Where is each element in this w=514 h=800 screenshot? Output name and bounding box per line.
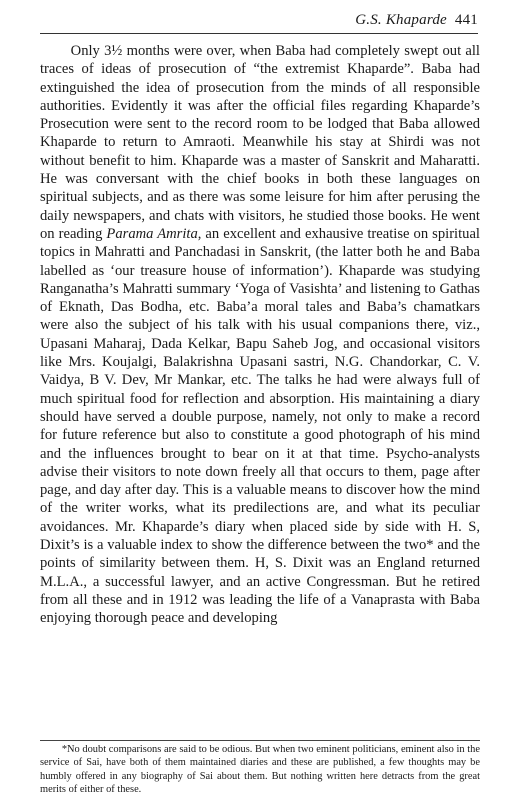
header-rule [40,33,478,34]
footnote-rule [40,740,480,741]
header-author: G.S. Khaparde [355,12,447,28]
body-paragraph [40,42,480,628]
body-text-part-2: , an excellent and exhausive treatise on spiritual topics in Mahratti and Panchadasi in Sanskrit, (the latter both he and Baba labelled as ‘our treasure house of information’). Khaparde was studying Ranganatha’s Mahratti summary ‘Yoga of Vasishta’ and listening to Gathas of Eknath, Das Bodha, etc. Baba’a moral tales and Baba’s chamatkars were also the subject of his talk with his usual companions there, viz., Upasani Maharaj, Dada Kelkar, Bapu Saheb Jog, and occasional visitors like Mrs. Koujalgi, Balakrishna Upasani sastri, N.G. Chandorkar, C. V. Vaidya, B V. Dev, Mr Mankar, etc. The talks he had were always full of much spiritual food for reflection and absorption. His maintaining a diary should have served a double purpose, namely, not only to make a record for future reference but also to constitute a good photograph of his mind and the influences brought to bear on it at that time. Psycho-analysts advise their visitors to note down freely all that occurs to them, page after page, and day after day. This is a valuable means to discover how the mind of the writer works, what its predilections are, and what its peculiar avoidances. Mr. Khaparde’s diary when placed side by side with H. S, Dixit’s is a valuable index to show the difference between the two* and the points of similarity between them. H, S. Dixit was an England returned M.L.A., a successful lawyer, and an active Congressman. But he retired from all these and in 1912 was leading the life of a Vanaprasta with Baba enjoying thorough peace and developing [40,225,480,627]
body-text-part-1: Only 3½ months were over, when Baba had completely swept out all traces of ideas of prosecution of “the extremist Khaparde”. Baba had extinguished the idea of prosecution from the minds of all responsible authorities. Evidently it was after the official files regarding Khaparde’s Prosecution were sent to the record room to be lodged that Baba allowed Khaparde to return to Amraoti. Meanwhile his stay at Shirdi was not without benefit to him. Khaparde was a master of Sanskrit and Maharatti. He was conversant with the chief books in both these languages on spiritual subjects, and as there was some leisure for him after perusing the daily newspapers, and chats with visitors, he studied those books. He went on reading [40,43,480,242]
page-number: 441 [454,12,478,28]
running-header [355,12,478,29]
book-title-parama-amrita: Parama Amrita [106,225,198,242]
footnote: *No doubt comparisons are said to be odious. But when two eminent politicians, eminent also in the service of Sai, have both of them maintained diaries and these are published, a few thoughts may be humbly offered in any biography of Sai about them. But nothing written here detracts from the great merits of either of these. [40,744,480,796]
